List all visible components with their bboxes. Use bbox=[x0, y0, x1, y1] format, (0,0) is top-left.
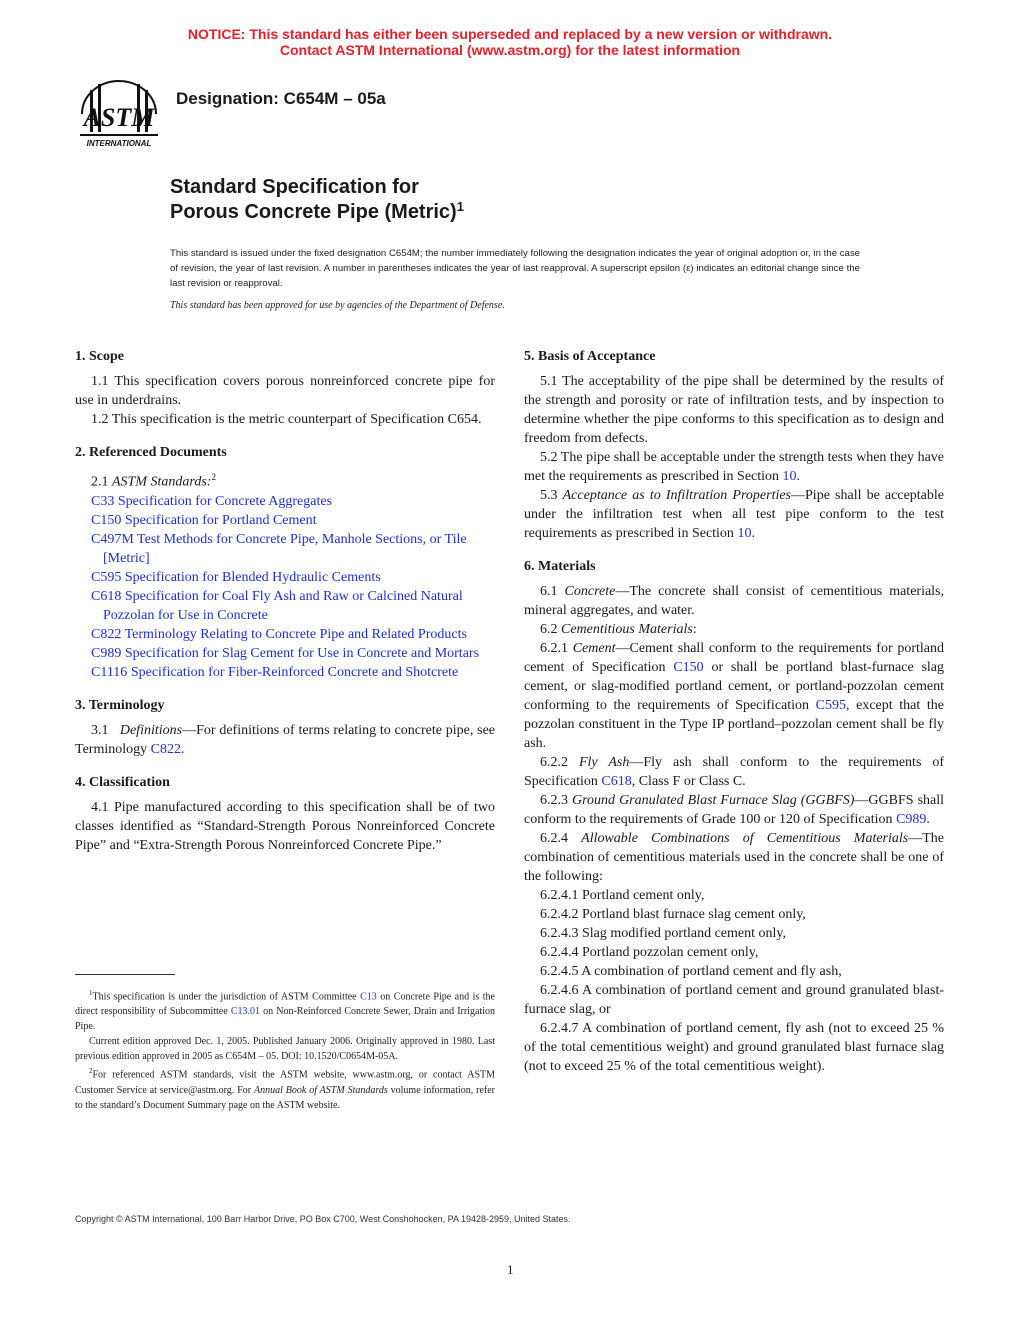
footnote-ref-2[interactable]: 2 bbox=[211, 472, 216, 482]
footnote-2-text-b: volume information, refer to the standard’s Document Summary page on the ASTM website. bbox=[75, 1084, 495, 1111]
reference-title[interactable]: Test Methods for Concrete Pipe, Manhole Sections, or Tile [Metric] bbox=[103, 531, 467, 566]
refdocs-2-1 bbox=[75, 468, 495, 492]
document-title bbox=[170, 175, 464, 225]
terminology-3-1 bbox=[75, 721, 495, 759]
c595-link[interactable]: C595 bbox=[815, 698, 846, 713]
dod-approval-text: This standard has been approved for use by agencies of the Department of Defense. bbox=[170, 300, 505, 311]
reference-link[interactable] bbox=[75, 625, 495, 644]
list-item: 6.2.4.1 Portland cement only, bbox=[540, 888, 705, 903]
basis-5-2-text: 5.2 The pipe shall be acceptable under the strength tests when they have met the requirements as prescribed in Section bbox=[524, 450, 944, 484]
materials-6-1-term: Concrete bbox=[564, 584, 616, 599]
list-item: 6.2.4.7 A combination of portland cement, fly ash (not to exceed 25 % of the total cementitious weight) and ground granulated blast furnace slag (not to exceed 25 % of the total cementitious weight). bbox=[524, 1021, 944, 1074]
materials-6-1 bbox=[524, 582, 944, 620]
materials-6-2-number: 6.2 bbox=[540, 622, 558, 637]
materials-6-2-1-number: 6.2.1 bbox=[540, 641, 568, 656]
page-number: 1 bbox=[507, 1262, 514, 1277]
materials-6-2-4-number: 6.2.4 bbox=[540, 831, 568, 846]
footnote-1 bbox=[75, 986, 495, 1034]
copyright: Copyright © ASTM International, 100 Barr Harbor Drive, PO Box C700, West Conshohocken, PA 19428-2959, United States. bbox=[75, 1214, 571, 1224]
reference-code[interactable]: C33 bbox=[91, 493, 115, 509]
materials-6-2-3-term: Ground Granulated Blast Furnace Slag (GGBFS) bbox=[572, 793, 855, 808]
logo-subtext: INTERNATIONAL bbox=[86, 139, 152, 148]
c989-link[interactable]: C989 bbox=[896, 812, 927, 827]
title-footnote-ref[interactable]: 1 bbox=[456, 199, 464, 214]
footnote-1-text-a: This specification is under the jurisdiction of ASTM Committee bbox=[92, 991, 361, 1003]
title-line-1: Standard Specification for bbox=[170, 176, 419, 198]
materials-6-2-1-text-c: , except that the pozzolan constituent in the Type IP portland–pozzolan cement shall be fly ash. bbox=[524, 698, 944, 751]
footnote-1-marker: 1 bbox=[89, 989, 93, 997]
footnote-2-text-a: For referenced ASTM standards, visit the ASTM website, www.astm.org, or contact ASTM Customer Service at service@astm.org. For bbox=[75, 1069, 495, 1096]
reference-link[interactable] bbox=[75, 511, 495, 530]
section-10-link[interactable]: 10 bbox=[782, 469, 797, 484]
materials-6-1-number: 6.1 bbox=[540, 584, 558, 599]
notice-line-2: Contact ASTM International (www.astm.org) for the latest information bbox=[279, 42, 741, 58]
list-item: 6.2.4.3 Slag modified portland cement only, bbox=[540, 926, 786, 941]
footnote-1-text-b: on Concrete Pipe and is the direct responsibility of Subcommittee bbox=[75, 991, 495, 1018]
terminology-text: —For definitions of terms relating to concrete pipe, see Terminology bbox=[75, 722, 495, 757]
section-classification-heading: 4. Classification bbox=[75, 774, 170, 790]
footnote-divider bbox=[75, 974, 175, 975]
materials-6-2-3 bbox=[524, 791, 944, 829]
section-refdocs-heading: 2. Referenced Documents bbox=[75, 445, 227, 460]
reference-title[interactable]: Specification for Fiber-Reinforced Concrete and Shotcrete bbox=[130, 664, 459, 680]
reference-code[interactable]: C150 bbox=[91, 512, 122, 528]
notice-line-1: NOTICE: This standard has either been superseded and replaced by a new version or withdrawn. bbox=[187, 26, 833, 42]
title-line-2: Porous Concrete Pipe (Metric) bbox=[170, 201, 457, 223]
left-column bbox=[75, 347, 495, 855]
astm-logo bbox=[76, 76, 162, 152]
reference-code[interactable]: C618 bbox=[91, 588, 122, 604]
withdrawal-notice bbox=[0, 26, 1020, 58]
terminology-end: . bbox=[180, 741, 185, 757]
materials-6-2-3-number: 6.2.3 bbox=[540, 793, 568, 808]
materials-6-2-2-term: Fly Ash bbox=[578, 755, 630, 770]
classification-4-1: 4.1 Pipe manufactured according to this specification shall be of two classes identified as “Standard-Strength Porous Nonreinforced Concrete Pipe” and “Extra-Strength Porous Nonreinforced Concrete Pipe.” bbox=[75, 799, 495, 853]
section-materials-heading: 6. Materials bbox=[524, 559, 596, 574]
section-terminology-heading: 3. Terminology bbox=[75, 697, 165, 713]
subcommittee-c13-01-link[interactable]: C13.01 bbox=[230, 1006, 260, 1018]
footnote-2-marker: 2 bbox=[89, 1067, 93, 1076]
footnote-2 bbox=[75, 1064, 495, 1112]
list-item: 6.2.4.4 Portland pozzolan cement only, bbox=[540, 945, 759, 960]
materials-6-2-3-text-b: . bbox=[926, 812, 930, 827]
footnote-1-text-c: on Non-Reinforced Concrete Sewer, Drain and Irrigation Pipe. bbox=[75, 1006, 495, 1033]
materials-6-1-text: —The concrete shall consist of cementitious materials, mineral aggregates, and water. bbox=[524, 584, 945, 618]
reference-code[interactable]: C595 bbox=[91, 569, 122, 585]
basis-5-3-text: —Pipe shall be acceptable under the infiltration test when all test pipe conform to the test requirements as prescribed in Section bbox=[524, 488, 944, 541]
materials-6-2-2-number: 6.2.2 bbox=[540, 755, 568, 770]
c150-link[interactable]: C150 bbox=[673, 660, 704, 675]
section-basis-heading: 5. Basis of Acceptance bbox=[524, 349, 656, 364]
materials-6-2-1-term: Cement bbox=[572, 641, 616, 656]
reference-link[interactable] bbox=[75, 644, 495, 663]
materials-6-2-1 bbox=[524, 639, 944, 753]
footnote-2-book-title: Annual Book of ASTM Standards bbox=[253, 1084, 388, 1096]
basis-5-1: 5.1 The acceptability of the pipe shall be determined by the results of the strength and porosity or rate of infiltration tests, and by inspection to determine whether the pipe conforms to this specification as to design and freedom from defects. bbox=[524, 374, 944, 446]
intro-text: This standard is issued under the fixed designation C654M; the number immediately following the designation indicates the year of original adoption or, in the case of revision, the year of last revision. A number in parentheses indicates the year of last reapproval. A superscript epsilon (ε) indicates an editorial change since the last revision or reapproval. bbox=[170, 248, 860, 289]
reference-code[interactable]: C1116 bbox=[91, 664, 128, 680]
reference-code[interactable]: C989 bbox=[91, 645, 122, 661]
list-item: 6.2.4.6 A combination of portland cement and ground granulated blast-furnace slag, or bbox=[524, 983, 944, 1017]
list-item: 6.2.4.2 Portland blast furnace slag cement only, bbox=[540, 907, 806, 922]
materials-6-2-2-text-a: —Fly ash shall conform to the requirements of Specification bbox=[524, 755, 945, 789]
reference-code[interactable]: C822 bbox=[91, 626, 122, 642]
reference-link[interactable] bbox=[75, 530, 495, 568]
materials-6-2-4-text: —The combination of cementitious materials used in the concrete shall be one of the following: bbox=[524, 831, 944, 884]
reference-code[interactable]: C497M bbox=[91, 531, 134, 547]
reference-link[interactable] bbox=[75, 663, 495, 682]
section-10-link[interactable]: 10 bbox=[737, 526, 752, 541]
reference-title[interactable]: Terminology Relating to Concrete Pipe and Related Products bbox=[124, 626, 467, 642]
materials-6-2-4 bbox=[524, 829, 944, 886]
materials-6-2-1-text-a: —Cement shall conform to the requirements for portland cement of Specification bbox=[524, 641, 944, 675]
c618-link[interactable]: C618 bbox=[601, 774, 632, 789]
reference-title[interactable]: Specification for Coal Fly Ash and Raw or Calcined Natural Pozzolan for Use in Concrete bbox=[103, 588, 463, 623]
materials-6-2-end: : bbox=[692, 622, 697, 637]
basis-5-3-number: 5.3 bbox=[540, 488, 558, 503]
materials-6-2-term: Cementitious Materials bbox=[561, 622, 693, 637]
footnotes bbox=[75, 986, 495, 1113]
materials-6-2-2 bbox=[524, 753, 944, 791]
materials-6-2-4-term: Allowable Combinations of Cementitious Materials bbox=[581, 831, 909, 846]
basis-5-3-term: Acceptance as to Infiltration Properties bbox=[562, 488, 792, 503]
refdocs-2-1-text: ASTM Standards: bbox=[112, 474, 212, 490]
terminology-term: Definitions bbox=[119, 722, 183, 738]
reference-title[interactable]: Specification for Slag Cement for Use in Concrete and Mortars bbox=[124, 645, 480, 661]
terminology-number: 3.1 bbox=[91, 722, 109, 738]
section-scope-heading: 1. Scope bbox=[75, 349, 124, 364]
footnote-1-edition: Current edition approved Dec. 1, 2005. Published January 2006. Originally approved in 1980. Last previous edition approved in 2005 as C654M – 05. DOI: 10.1520/C0654M-05A. bbox=[75, 1036, 495, 1063]
basis-5-2 bbox=[524, 448, 944, 486]
terminology-link[interactable]: C822 bbox=[150, 741, 181, 757]
basis-5-2-end: . bbox=[796, 469, 801, 484]
basis-5-3-end: . bbox=[751, 526, 755, 541]
list-item: 6.2.4.5 A combination of portland cement and fly ash, bbox=[540, 964, 842, 979]
reference-link[interactable] bbox=[75, 492, 495, 511]
materials-6-2-2-text-b: , Class F or Class C. bbox=[631, 774, 746, 789]
scope-1-1: 1.1 This specification covers porous nonreinforced concrete pipe for use in underdrains. bbox=[75, 374, 495, 408]
reference-link[interactable] bbox=[75, 587, 495, 625]
reference-title[interactable]: Specification for Blended Hydraulic Cements bbox=[124, 569, 381, 585]
committee-c13-link[interactable]: C13 bbox=[360, 991, 377, 1003]
reference-title[interactable]: Specification for Portland Cement bbox=[124, 512, 317, 528]
materials-6-2-1-text-b: or shall be portland blast-furnace slag cement, or slag-modified portland cement, or portland-pozzolan cement conforming to the requirements of Specification bbox=[524, 660, 945, 713]
reference-link[interactable] bbox=[75, 568, 495, 587]
refdocs-2-1-number: 2.1 bbox=[91, 474, 109, 490]
designation: Designation: C654M – 05a bbox=[176, 89, 386, 108]
materials-6-2 bbox=[524, 620, 944, 639]
scope-1-2: 1.2 This specification is the metric counterpart of Specification C654. bbox=[91, 412, 482, 427]
basis-5-3 bbox=[524, 486, 944, 543]
reference-title[interactable]: Specification for Concrete Aggregates bbox=[117, 493, 333, 509]
right-column bbox=[524, 347, 944, 1076]
materials-6-2-3-text-a: —GGBFS shall conform to the requirements of Grade 100 or 120 of Specification bbox=[524, 793, 945, 827]
logo-text: ASTM bbox=[83, 103, 155, 132]
